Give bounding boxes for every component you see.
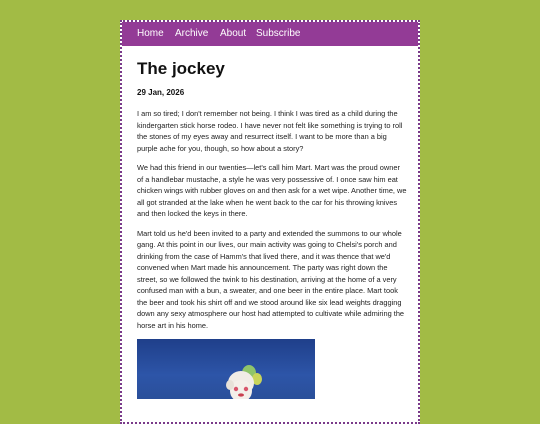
figurine-illustration [137,339,315,399]
post-paragraph: I am so tired; I don't remember not being. I think I was tired as a child during the kindergarten stick horse rodeo. I have never not felt like something is trying to roll the stones of my eyes away and resurrect itself. I want to be more than a big purple ache for you, though, so how about a story? [137,109,403,153]
nav-about-link[interactable]: About [220,28,247,39]
nav-archive-link[interactable]: Archive [175,28,209,39]
post-content [137,58,407,399]
top-nav [122,22,418,46]
post-frame [120,20,420,424]
post-paragraph: We had this friend in our twenties—let's call him Mart. Mart was the proud owner of a handlebar mustache, a style he was very possessive of. I once saw him eat chicken wings with rubber gloves on and then ask for a wet wipe. Another time, we all got stranded at the lake when he went back to the car for his throwing knives and then locked the keys in there. [137,163,407,218]
post-paragraph: Mart told us he'd been invited to a party and extended the summons to our whole gang. At this point in our lives, our main activity was going to Chelsi's porch and drinking from the case of Hamm's that lived there, and it was thence that we'd convened when Mart made his announcement. The party was right down the street, so we followed the twink to his destination, arriving at the home of a very confused man with a bun, a sweater, and one beer in the entire place. Mart took the beer and took his shirt off and we stood around like six lead weights dragging down any sexy atmosphere our host had attempted to cultivate while admiring the horse art in his home. [137,228,405,330]
post-date: 29 Jan, 2026 [137,88,185,97]
nav-subscribe-link[interactable]: Subscribe [256,28,301,39]
nav-home-link[interactable]: Home [137,28,164,39]
post-photo [137,339,315,399]
post-title: The jockey [137,59,225,78]
